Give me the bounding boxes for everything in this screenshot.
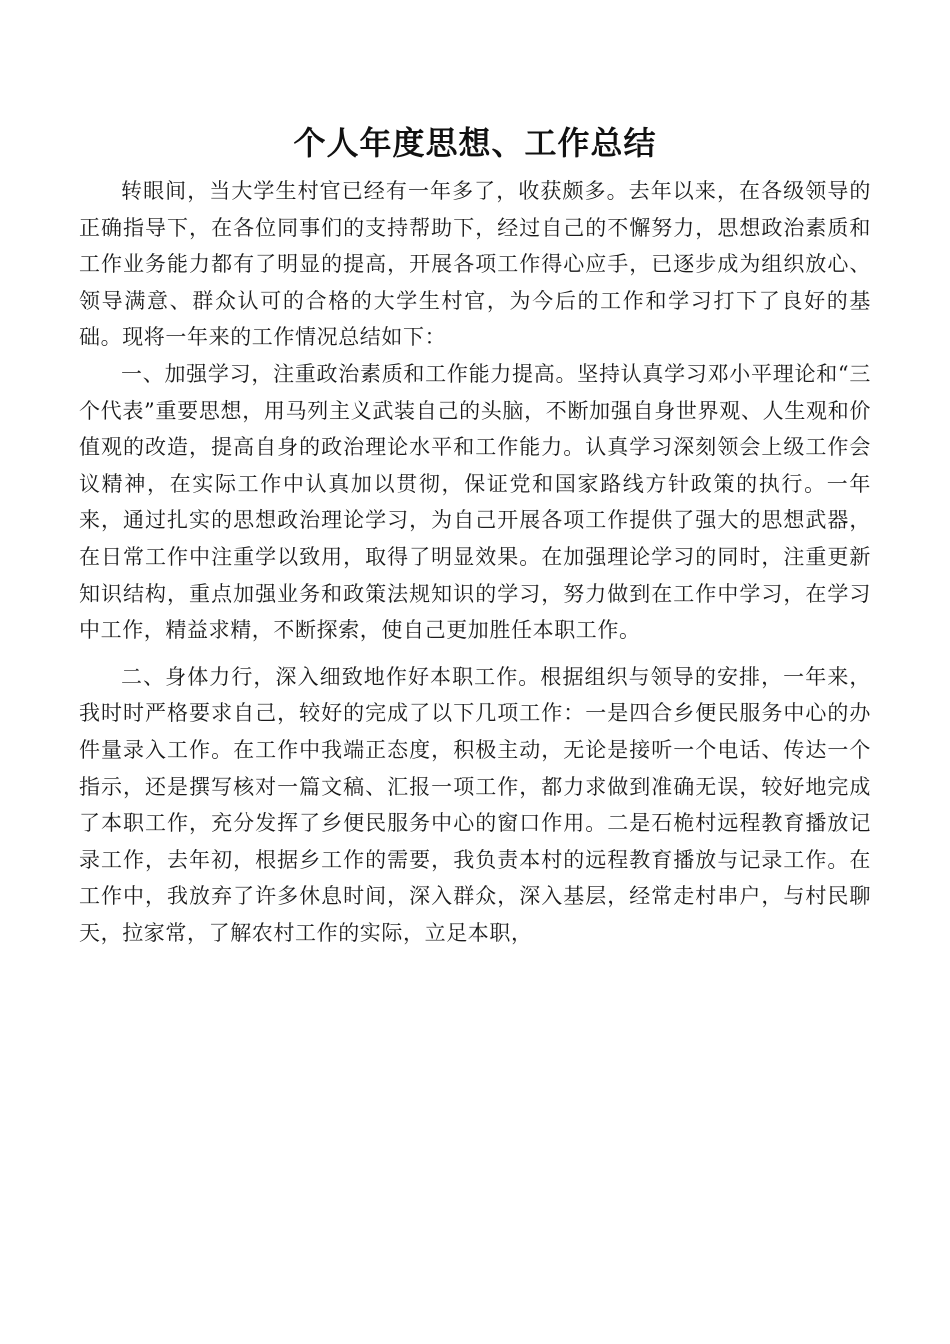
page-title: 个人年度思想、工作总结 (293, 124, 657, 162)
paragraph-section-2: 二、身体力行，深入细致地作好本职工作。根据组织与领导的安排，一年来，我时时严格要求自己，较好的完成了以下几项工作：一是四合乡便民服务中心的办件量录入工作。在工作中我端正态度，积极主动，无论是接听一个电话、传达一个指示，还是撰写核对一篇文稿、汇报一项工作，都力求做到准确无误，较好地完成了本职工作，充分发挥了乡便民服务中心的窗口作用。二是石桅村远程教育播放记录工作，去年初，根据乡工作的需要，我负责本村的远程教育播放与记录工作。在工作中，我放弃了许多休息时间，深入群众，深入基层，经常走村串户，与村民聊天，拉家常，了解农村工作的实际，立足本职， (79, 664, 871, 945)
paragraph-section-1: 一、加强学习，注重政治素质和工作能力提高。坚持认真学习邓小平理论和“三个代表”重要思想，用马列主义武装自己的头脑，不断加强自身世界观、人生观和价值观的改造，提高自身的政治理论水平和工作能力。认真学习深刻领会上级工作会议精神，在实际工作中认真加以贯彻，保证党和国家路线方针政策的执行。一年来，通过扎实的思想政治理论学习，为自己开展各项工作提供了强大的思想武器，在日常工作中注重学以致用，取得了明显效果。在加强理论学习的同时，注重更新知识结构，重点加强业务和政策法规知识的学习，努力做到在工作中学习，在学习中工作，精益求精，不断探索，使自己更加胜任本职工作。 (79, 361, 871, 643)
paragraph-intro: 转眼间，当大学生村官已经有一年多了，收获颇多。去年以来，在各级领导的正确指导下，在各位同事们的支持帮助下，经过自己的不懈努力，思想政治素质和工作业务能力都有了明显的提高，开展各项工作得心应手，已逐步成为组织放心、领导满意、群众认可的合格的大学生村官，为今后的工作和学习打下了良好的基础。现将一年来的工作情况总结如下： (79, 179, 871, 350)
